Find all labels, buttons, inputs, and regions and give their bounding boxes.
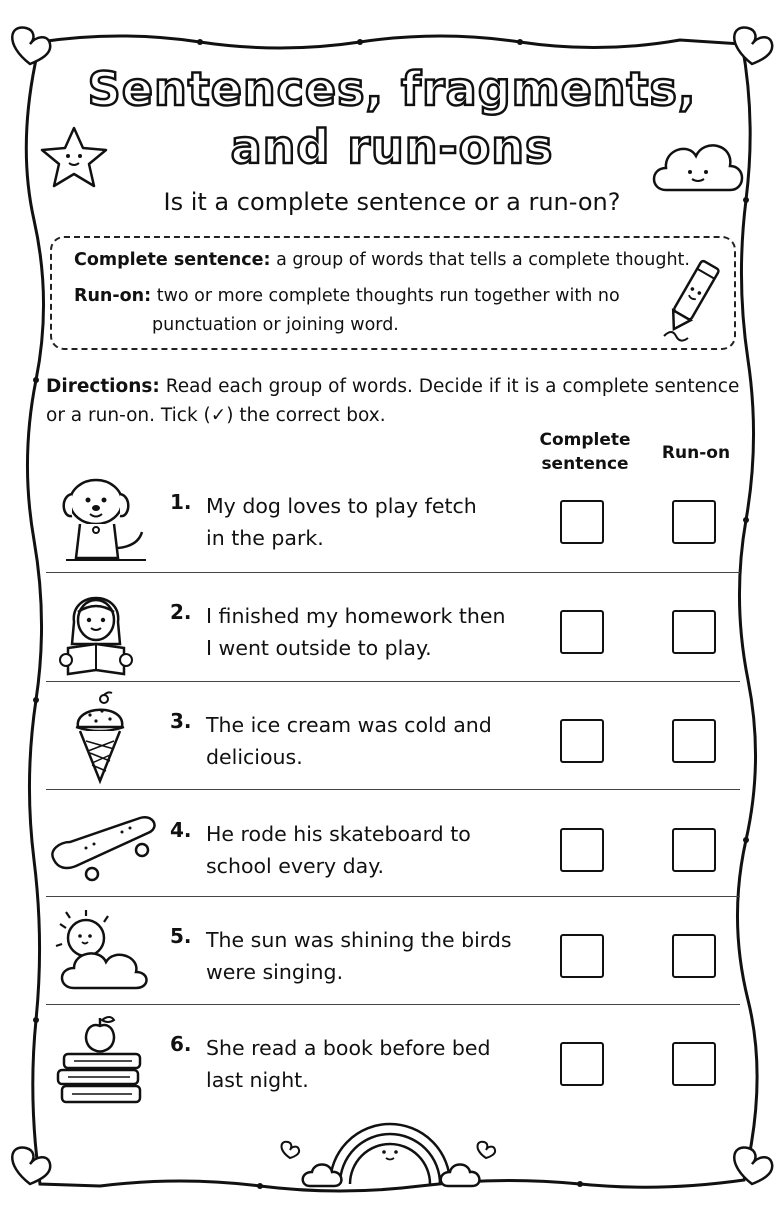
complete-sentence-checkbox[interactable] (560, 934, 604, 978)
question-text-line-1: I finished my homework then (206, 604, 506, 628)
column-header-complete (530, 428, 640, 476)
question-text (206, 600, 526, 664)
girl-reading-icon (46, 582, 158, 682)
question-number: 4. (170, 818, 192, 842)
question-text (206, 1032, 526, 1096)
definition-runon-term: Run-on: (74, 286, 152, 306)
directions-line-1 (46, 372, 746, 401)
question-text-line-1: He rode his skateboard to (206, 822, 471, 846)
run-on-checkbox[interactable] (672, 610, 716, 654)
question-number: 6. (170, 1032, 192, 1056)
ice-cream-icon (46, 691, 158, 791)
question-row-2 (46, 588, 740, 696)
definitions-box (50, 236, 736, 350)
complete-sentence-checkbox[interactable] (560, 610, 604, 654)
definition-runon-text-1: two or more complete thoughts run together with no (156, 286, 620, 306)
complete-sentence-checkbox[interactable] (560, 719, 604, 763)
row-divider (46, 1004, 740, 1005)
definition-complete-text: a group of words that tells a complete thought. (276, 250, 690, 270)
question-text-line-2: in the park. (206, 526, 324, 550)
question-number: 2. (170, 600, 192, 624)
complete-sentence-checkbox[interactable] (560, 500, 604, 544)
page-title-line-1: Sentences, fragments, (87, 62, 697, 116)
column-header-complete-line-1: Complete (539, 430, 631, 450)
question-text (206, 709, 526, 773)
row-divider (46, 789, 740, 790)
directions-text-1: Read each group of words. Decide if it is a complete sentence (165, 376, 740, 397)
definition-complete-term: Complete sentence: (74, 250, 271, 270)
run-on-checkbox[interactable] (672, 934, 716, 978)
row-divider (46, 681, 740, 682)
directions-label: Directions: (46, 376, 160, 397)
run-on-checkbox[interactable] (672, 719, 716, 763)
question-number: 5. (170, 924, 192, 948)
pencil-icon (658, 254, 728, 344)
directions-line-2: or a run-on. Tick (✓) the correct box. (46, 405, 386, 426)
complete-sentence-checkbox[interactable] (560, 828, 604, 872)
question-text-line-2: delicious. (206, 745, 303, 769)
column-header-complete-line-2: sentence (541, 454, 629, 474)
question-text (206, 818, 526, 882)
question-text-line-1: The ice cream was cold and (206, 713, 492, 737)
row-divider (46, 896, 740, 897)
directions (46, 372, 746, 430)
question-text-line-1: She read a book before bed (206, 1036, 491, 1060)
run-on-checkbox[interactable] (672, 1042, 716, 1086)
books-apple-icon (46, 1014, 158, 1114)
row-divider (46, 572, 740, 573)
column-header-runon: Run-on (661, 443, 731, 463)
complete-sentence-checkbox[interactable] (560, 1042, 604, 1086)
question-number: 3. (170, 709, 192, 733)
question-text-line-1: My dog loves to play fetch (206, 494, 477, 518)
dog-icon (46, 472, 158, 572)
question-text-line-2: last night. (206, 1068, 309, 1092)
run-on-checkbox[interactable] (672, 500, 716, 544)
question-text (206, 490, 526, 554)
run-on-checkbox[interactable] (672, 828, 716, 872)
definition-runon-text-2: punctuation or joining word. (152, 315, 399, 335)
question-text-line-2: school every day. (206, 854, 384, 878)
definition-complete (74, 246, 690, 274)
definition-runon (74, 282, 620, 310)
skateboard-icon (46, 800, 158, 900)
question-text-line-2: were singing. (206, 960, 344, 984)
question-text-line-1: The sun was shining the birds (206, 928, 512, 952)
sun-cloud-icon (46, 906, 158, 1006)
rainbow-icon (270, 1096, 510, 1196)
question-row-1 (46, 478, 740, 586)
question-number: 1. (170, 490, 192, 514)
question-text-line-2: I went outside to play. (206, 636, 432, 660)
page-title-line-2: and run-ons (230, 120, 554, 174)
page-subtitle: Is it a complete sentence or a run-on? (163, 188, 621, 216)
question-row-4 (46, 806, 740, 914)
question-text (206, 924, 526, 988)
